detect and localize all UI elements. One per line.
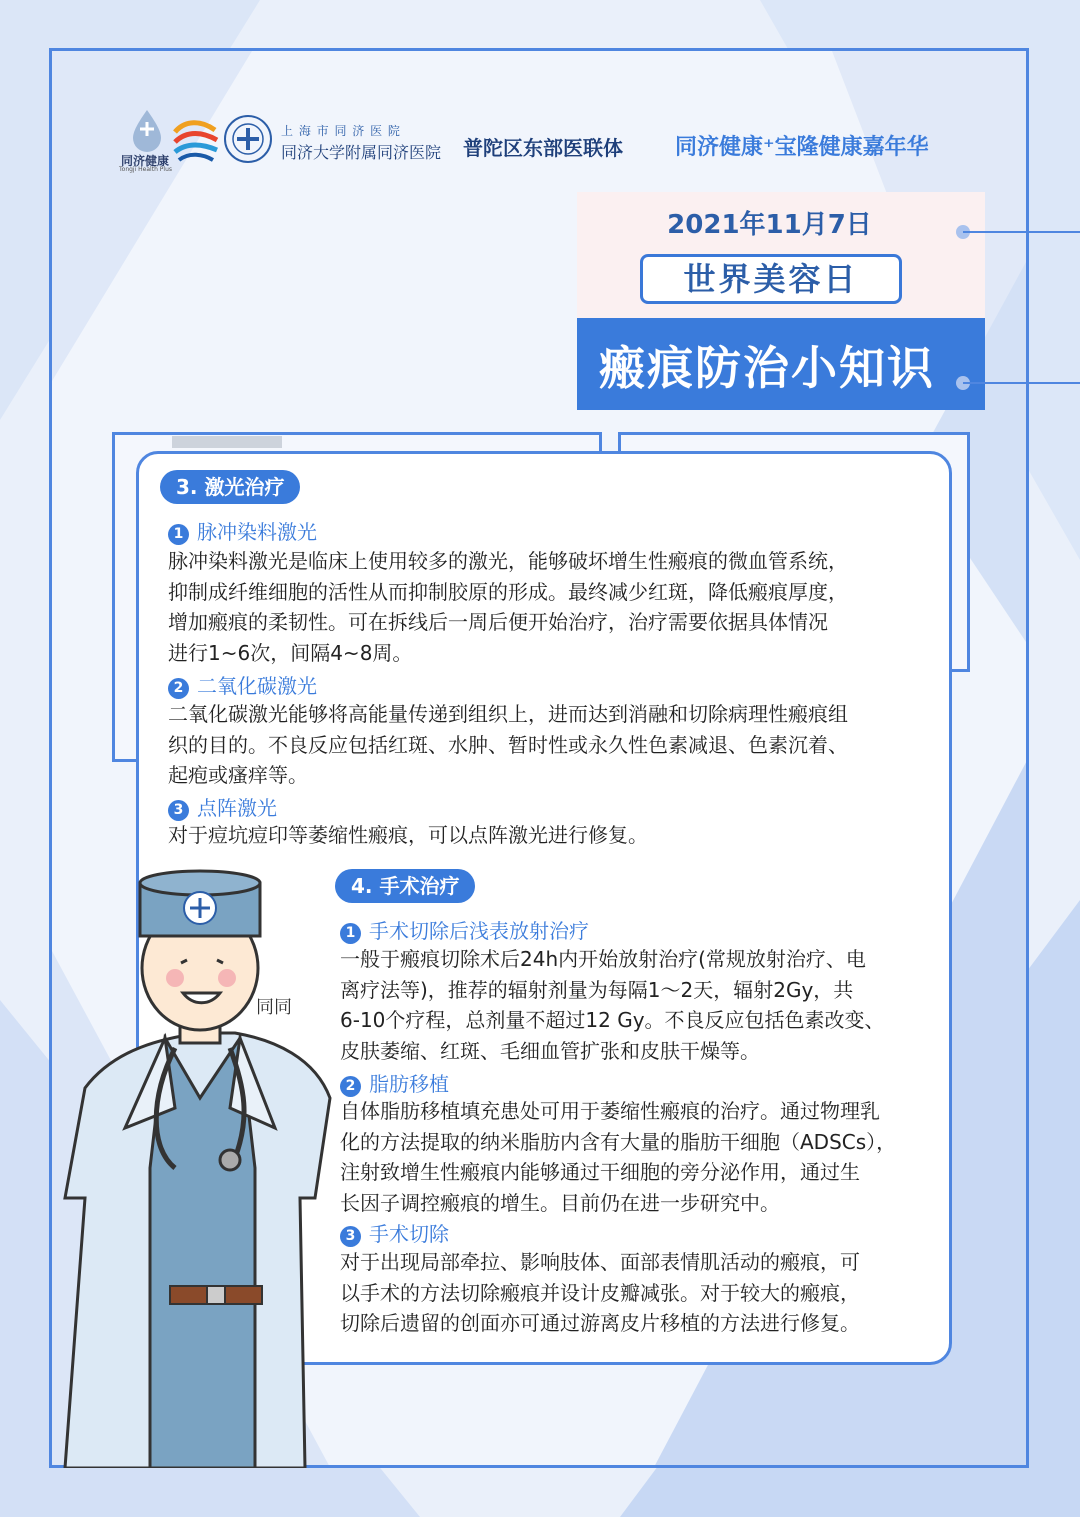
subheading-label: 手术切除后浅表放射治疗 bbox=[369, 919, 589, 943]
tongji-health-logo-icon bbox=[125, 108, 169, 152]
character-name: 同同 bbox=[256, 997, 292, 1018]
number-badge: 1 bbox=[340, 923, 361, 944]
text-line: 离疗法等)，推荐的辐射剂量为每隔1～2天，辐射2Gy，共 bbox=[340, 977, 854, 1002]
paragraph-pulsed-dye bbox=[168, 546, 848, 668]
paragraph-fat-graft bbox=[340, 1096, 896, 1218]
event-subtitle: 世界美容日 bbox=[640, 254, 902, 304]
doctor-illustration bbox=[55, 868, 345, 1468]
text-line: 注射致增生性瘢痕内能够通过干细胞的旁分泌作用，通过生 bbox=[340, 1160, 860, 1184]
subheading-fat-graft bbox=[340, 1068, 449, 1097]
section-heading-surgery: 4. 手术治疗 bbox=[335, 869, 475, 903]
text-line: 二氧化碳激光能够将高能量传递到组织上，进而达到消融和切除病理性瘢痕组 bbox=[168, 702, 848, 726]
paragraph-co2 bbox=[168, 699, 848, 791]
connector-line bbox=[963, 231, 1080, 233]
title-bottom-panel bbox=[577, 318, 985, 410]
number-badge: 3 bbox=[340, 1226, 361, 1247]
text-line: 以手术的方法切除瘢痕并设计皮瓣减张。对于较大的瘢痕， bbox=[340, 1280, 860, 1305]
paragraph-radiation bbox=[340, 944, 885, 1066]
connector-line bbox=[963, 382, 1080, 384]
subheading-fractional bbox=[168, 792, 277, 821]
text-line: 进行1~6次，间隔4~8周。 bbox=[168, 640, 413, 665]
subheading-label: 脉冲染料激光 bbox=[197, 520, 317, 544]
subheading-radiation bbox=[340, 915, 589, 944]
subheading-excision bbox=[340, 1218, 449, 1247]
logo1-text: 同济健康 bbox=[121, 154, 170, 168]
subheading-label: 手术切除 bbox=[369, 1222, 449, 1246]
text-line: 6-10个疗程，总剂量不超过12 Gy。不良反应包括色素改变、 bbox=[340, 1008, 885, 1032]
subheading-label: 点阵激光 bbox=[197, 796, 277, 820]
wave-logo-icon bbox=[171, 116, 221, 164]
text-line: 切除后遗留的创面亦可通过游离皮片移植的方法进行修复。 bbox=[340, 1311, 860, 1335]
event-date: 2021年11月7日 bbox=[667, 210, 872, 240]
text-line: 抑制成纤维细胞的活性从而抑制胶原的形成。最终减少红斑，降低瘢痕厚度， bbox=[168, 579, 848, 604]
logo-row bbox=[119, 108, 975, 178]
brand-text: 同济健康⁺宝隆健康嘉年华 bbox=[675, 135, 929, 160]
text-line: 增加瘢痕的柔韧性。可在拆线后一周后便开始治疗，治疗需要依据具体情况 bbox=[168, 610, 828, 634]
hospital-seal-icon bbox=[223, 114, 273, 164]
subheading-label: 脂肪移植 bbox=[369, 1072, 449, 1096]
title-block bbox=[577, 192, 985, 410]
text-line: 长因子调控瘢痕的增生。目前仍在进一步研究中。 bbox=[340, 1190, 780, 1215]
tab-marker bbox=[172, 436, 282, 448]
text-line: 一般于瘢痕切除术后24h内开始放射治疗(常规放射治疗、电 bbox=[340, 947, 866, 971]
hospital-line1: 上 海 市 同 济 医 院 bbox=[281, 124, 401, 138]
section-heading-laser: 3. 激光治疗 bbox=[160, 470, 300, 504]
text-line: 化的方法提取的纳米脂肪内含有大量的脂肪干细胞（ADSCs）， bbox=[340, 1129, 897, 1154]
page-title: 瘢痕防治小知识 bbox=[599, 341, 935, 395]
number-badge: 3 bbox=[168, 800, 189, 821]
number-badge: 2 bbox=[340, 1076, 361, 1097]
text-line: 皮肤萎缩、红斑、毛细血管扩张和皮肤干燥等。 bbox=[340, 1038, 760, 1063]
text-line: 织的目的。不良反应包括红斑、水肿、暂时性或永久性色素减退、色素沉着、 bbox=[168, 732, 848, 757]
subheading-co2 bbox=[168, 670, 317, 699]
alliance-text: 普陀区东部医联体 bbox=[463, 136, 623, 160]
text-line: 对于痘坑痘印等萎缩性瘢痕，可以点阵激光进行修复。 bbox=[168, 823, 648, 847]
number-badge: 2 bbox=[168, 678, 189, 699]
logo1-sub: Tongji Health Plus bbox=[119, 166, 172, 173]
subheading-pulsed-dye bbox=[168, 516, 317, 545]
text-line: 脉冲染料激光是临床上使用较多的激光，能够破坏增生性瘢痕的微血管系统， bbox=[168, 549, 848, 573]
title-top-panel bbox=[577, 192, 985, 318]
number-badge: 1 bbox=[168, 524, 189, 545]
text-line: 自体脂肪移植填充患处可用于萎缩性瘢痕的治疗。通过物理乳 bbox=[340, 1099, 880, 1123]
paragraph-fractional bbox=[168, 820, 648, 851]
paragraph-excision bbox=[340, 1247, 860, 1339]
subheading-label: 二氧化碳激光 bbox=[197, 674, 317, 698]
hospital-line2: 同济大学附属同济医院 bbox=[281, 143, 442, 162]
text-line: 对于出现局部牵拉、影响肢体、面部表情肌活动的瘢痕，可 bbox=[340, 1250, 860, 1274]
text-line: 起疱或瘙痒等。 bbox=[168, 763, 308, 787]
